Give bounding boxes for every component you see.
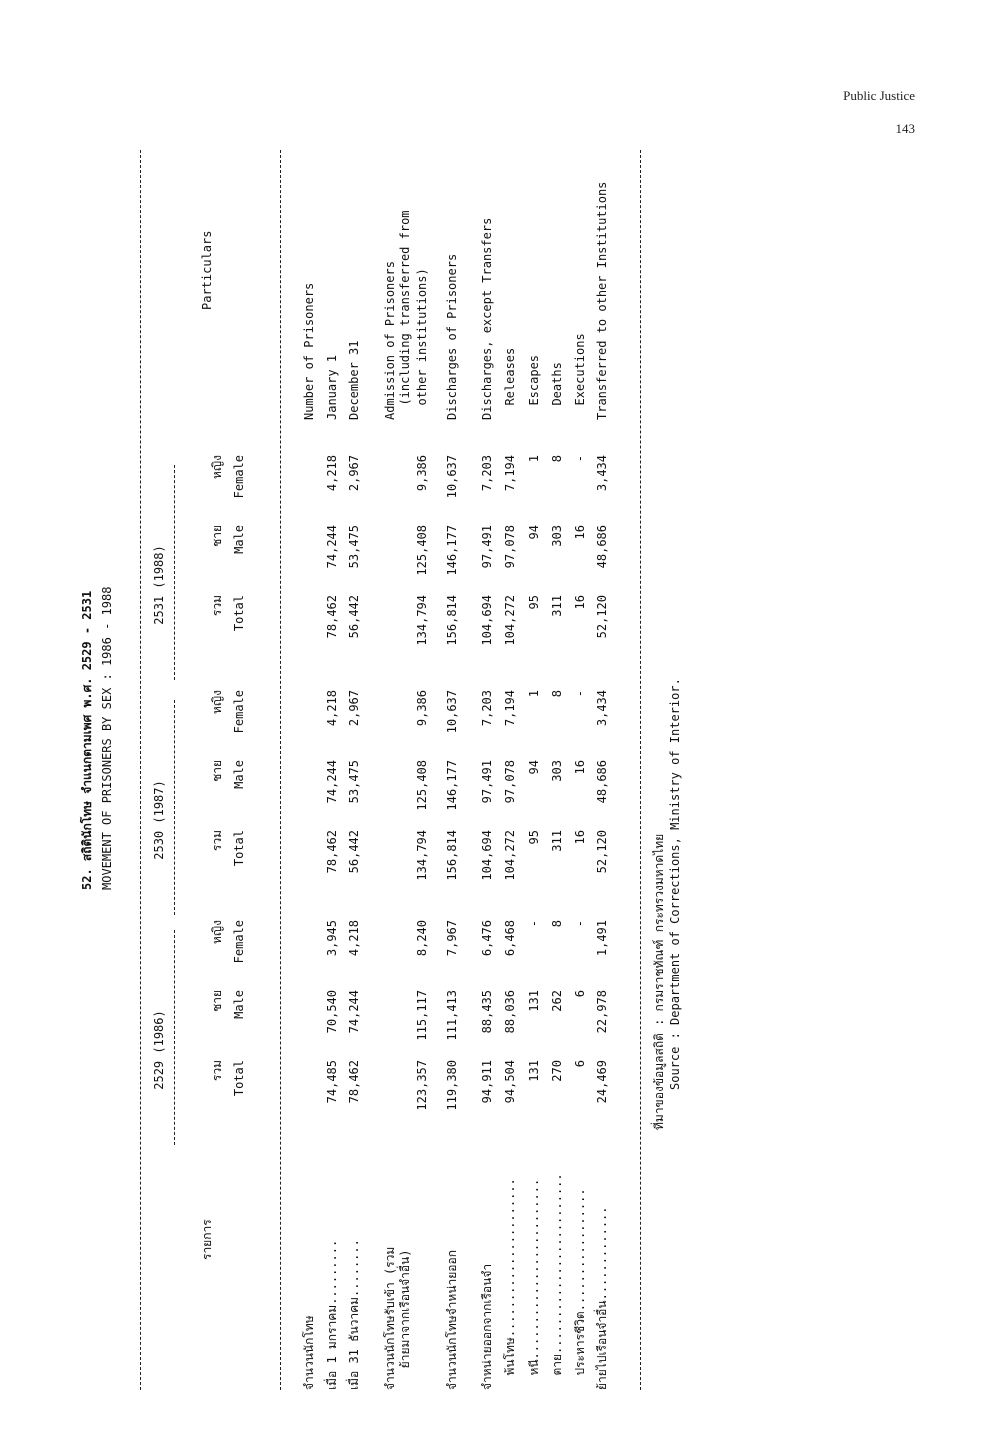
column-header-english: Female — [232, 690, 246, 734]
table-cell: 134,794 — [415, 830, 429, 881]
table-cell: 16 — [573, 595, 587, 610]
table-cell: 24,469 — [595, 1060, 609, 1104]
table-cell: 123,357 — [415, 1060, 429, 1111]
table-cell: 125,408 — [415, 525, 429, 576]
table-cell: 48,686 — [595, 525, 609, 569]
table-cell: 6 — [573, 990, 587, 998]
column-header-thai: ชาย — [210, 525, 224, 547]
table-cell: 104,272 — [503, 830, 517, 881]
column-header-thai: หญิง — [210, 920, 224, 944]
table-cell: 8 — [550, 690, 564, 698]
table-cell: - — [527, 920, 541, 928]
table-cell: 104,694 — [480, 595, 494, 646]
table-cell: 104,694 — [480, 830, 494, 881]
column-header-english: Total — [232, 1060, 246, 1097]
table-cell: 119,380 — [445, 1060, 459, 1111]
table-cell: 115,117 — [415, 990, 429, 1041]
table-cell: 7,203 — [480, 455, 494, 492]
table-cell: 53,475 — [347, 760, 361, 804]
column-header-thai: รวม — [210, 1060, 224, 1082]
table-cell: 78,462 — [325, 830, 339, 874]
column-header-english: Female — [232, 455, 246, 499]
table-cell: 2,967 — [347, 455, 361, 492]
row-label-english: Discharges, except Transfers — [480, 217, 494, 420]
table-cell: 70,540 — [325, 990, 339, 1034]
table-cell: 6,468 — [503, 920, 517, 957]
table-cell: 97,078 — [503, 525, 517, 569]
table-cell: 8,240 — [415, 920, 429, 957]
table-cell: - — [573, 690, 587, 698]
table-cell: 8 — [550, 920, 564, 928]
top-rule — [140, 150, 141, 1390]
column-header-thai: ชาย — [210, 990, 224, 1012]
table-cell: 53,475 — [347, 525, 361, 569]
row-label-thai: เมื่อ 1 มกราคม......... — [325, 1239, 339, 1390]
table-cell: 131 — [527, 1060, 541, 1082]
table-cell: 104,272 — [503, 595, 517, 646]
row-label-thai: จำนวนนักโทษจำหน่ายออก — [445, 1250, 459, 1390]
table-cell: 1 — [527, 455, 541, 463]
table-cell: 95 — [527, 595, 541, 610]
table-cell: 94,911 — [480, 1060, 494, 1104]
table-cell: 303 — [550, 760, 564, 782]
table-cell: 94 — [527, 525, 541, 540]
row-label-english: December 31 — [347, 340, 361, 420]
column-header-english: Total — [232, 830, 246, 867]
table-cell: 1 — [527, 690, 541, 698]
table-cell: 16 — [573, 525, 587, 540]
row-label-english: (including transferred from — [398, 210, 412, 420]
column-header-english: Female — [232, 920, 246, 964]
column-header-thai: หญิง — [210, 690, 224, 714]
rotated-table-sheet — [40, 120, 680, 1420]
table-cell: 78,462 — [325, 595, 339, 639]
table-cell: 8 — [550, 455, 564, 463]
table-cell: 94,504 — [503, 1060, 517, 1104]
table-cell: 6 — [573, 1060, 587, 1068]
table-cell: 7,194 — [503, 690, 517, 727]
row-label-english: Deaths — [550, 362, 564, 420]
year-subrule — [174, 700, 175, 915]
table-cell: 3,434 — [595, 455, 609, 492]
header-thai-label: รายการ — [200, 1219, 214, 1260]
row-label-english: Releases — [503, 347, 517, 420]
row-label-english: Transferred to other Institutions — [595, 181, 609, 420]
table-cell: 4,218 — [347, 920, 361, 957]
column-header-thai: ชาย — [210, 760, 224, 782]
running-header: Public Justice — [843, 88, 915, 103]
row-label-english: Number of Prisoners — [302, 282, 316, 420]
table-cell: 56,442 — [347, 830, 361, 874]
table-cell: - — [573, 455, 587, 463]
column-header-english: Male — [232, 990, 246, 1019]
table-cell: 146,177 — [445, 760, 459, 811]
table-cell: 3,434 — [595, 690, 609, 727]
table-cell: 88,036 — [503, 990, 517, 1034]
year-header: 2530 (1987) — [152, 780, 166, 860]
table-cell: 97,491 — [480, 525, 494, 569]
table-cell: 16 — [573, 830, 587, 845]
table-cell: 16 — [573, 760, 587, 775]
table-cell: 22,978 — [595, 990, 609, 1034]
row-label-thai: จำหน่ายออกจากเรือนจำ — [480, 1263, 494, 1390]
header-rule — [280, 150, 281, 1390]
table-cell: 4,218 — [325, 455, 339, 492]
column-header-thai: รวม — [210, 595, 224, 617]
table-cell: 111,413 — [445, 990, 459, 1041]
table-cell: 48,686 — [595, 760, 609, 804]
table-cell: 303 — [550, 525, 564, 547]
column-header-english: Total — [232, 595, 246, 632]
table-title-english: MOVEMENT OF PRISONERS BY SEX : 1986 - 1988 — [100, 586, 114, 890]
column-header-english: Male — [232, 760, 246, 789]
table-cell: 270 — [550, 1060, 564, 1082]
table-cell: 88,435 — [480, 990, 494, 1034]
row-label-thai: พ้นโทษ...................... — [503, 1178, 517, 1390]
row-label-thai: ย้ายมาจากเรือนจำอื่น) — [398, 1249, 412, 1390]
row-label-english: Executions — [573, 333, 587, 420]
table-cell: 4,218 — [325, 690, 339, 727]
source-english: Source : Department of Corrections, Ministry of Interior. — [668, 678, 682, 1090]
table-cell: - — [573, 920, 587, 928]
bottom-rule — [640, 150, 641, 1390]
table-cell: 3,945 — [325, 920, 339, 957]
source-thai: ที่มาของข้อมูลสถิติ : กรมราชทัณฑ์ กระทรวงมหาดไทย — [652, 833, 666, 1130]
row-label-english: Admission of Prisoners — [383, 261, 397, 420]
year-subrule — [174, 465, 175, 680]
table-cell: 311 — [550, 595, 564, 617]
column-header-thai: หญิง — [210, 455, 224, 479]
table-cell: 97,491 — [480, 760, 494, 804]
row-label-thai: จำนวนนักโทษ — [302, 1315, 316, 1390]
table-cell: 6,476 — [480, 920, 494, 957]
row-label-thai: หนี......................... — [527, 1178, 541, 1390]
table-cell: 131 — [527, 990, 541, 1012]
row-label-thai: เมื่อ 31 ธันวาคม........ — [347, 1239, 361, 1390]
table-cell: 9,386 — [415, 690, 429, 727]
column-header-thai: รวม — [210, 830, 224, 852]
table-cell: 10,637 — [445, 690, 459, 734]
row-label-english: Escapes — [527, 354, 541, 420]
table-cell: 74,244 — [347, 990, 361, 1034]
table-cell: 56,442 — [347, 595, 361, 639]
table-cell: 95 — [527, 830, 541, 845]
table-cell: 125,408 — [415, 760, 429, 811]
row-label-thai: ตาย......................... — [550, 1173, 564, 1390]
table-cell: 10,637 — [445, 455, 459, 499]
row-label-thai: ประหารชีวิต................. — [573, 1188, 587, 1390]
table-cell: 134,794 — [415, 595, 429, 646]
table-cell: 78,462 — [347, 1060, 361, 1104]
table-cell: 94 — [527, 760, 541, 775]
column-header-english: Male — [232, 525, 246, 554]
table-cell: 52,120 — [595, 595, 609, 639]
table-cell: 74,244 — [325, 525, 339, 569]
table-cell: 311 — [550, 830, 564, 852]
row-label-thai: ย้ายไปเรือนจำอื่น............. — [595, 1206, 609, 1390]
year-header: 2529 (1986) — [152, 1010, 166, 1090]
table-cell: 146,177 — [445, 525, 459, 576]
table-cell: 2,967 — [347, 690, 361, 727]
table-cell: 7,203 — [480, 690, 494, 727]
row-label-english: Discharges of Prisoners — [445, 253, 459, 420]
table-cell: 74,485 — [325, 1060, 339, 1104]
table-cell: 74,244 — [325, 760, 339, 804]
table-title-thai: 52. สถิตินักโทษ จำแนกตามเพศ พ.ศ. 2529 - 2531 — [80, 590, 94, 890]
row-label-english: other institutions) — [415, 268, 429, 420]
table-cell: 262 — [550, 990, 564, 1012]
table-cell: 7,967 — [445, 920, 459, 957]
table-cell: 7,194 — [503, 455, 517, 492]
table-cell: 52,120 — [595, 830, 609, 874]
row-label-thai: จำนวนนักโทษรับเข้า (รวม — [383, 1246, 397, 1390]
year-header: 2531 (1988) — [152, 545, 166, 625]
header-english-label: Particulars — [200, 230, 214, 310]
page-number: 143 — [895, 121, 915, 136]
year-subrule — [174, 930, 175, 1145]
row-label-english: January 1 — [325, 354, 339, 420]
table-cell: 97,078 — [503, 760, 517, 804]
table-cell: 1,491 — [595, 920, 609, 957]
table-cell: 9,386 — [415, 455, 429, 492]
table-cell: 156,814 — [445, 595, 459, 646]
table-cell: 156,814 — [445, 830, 459, 881]
